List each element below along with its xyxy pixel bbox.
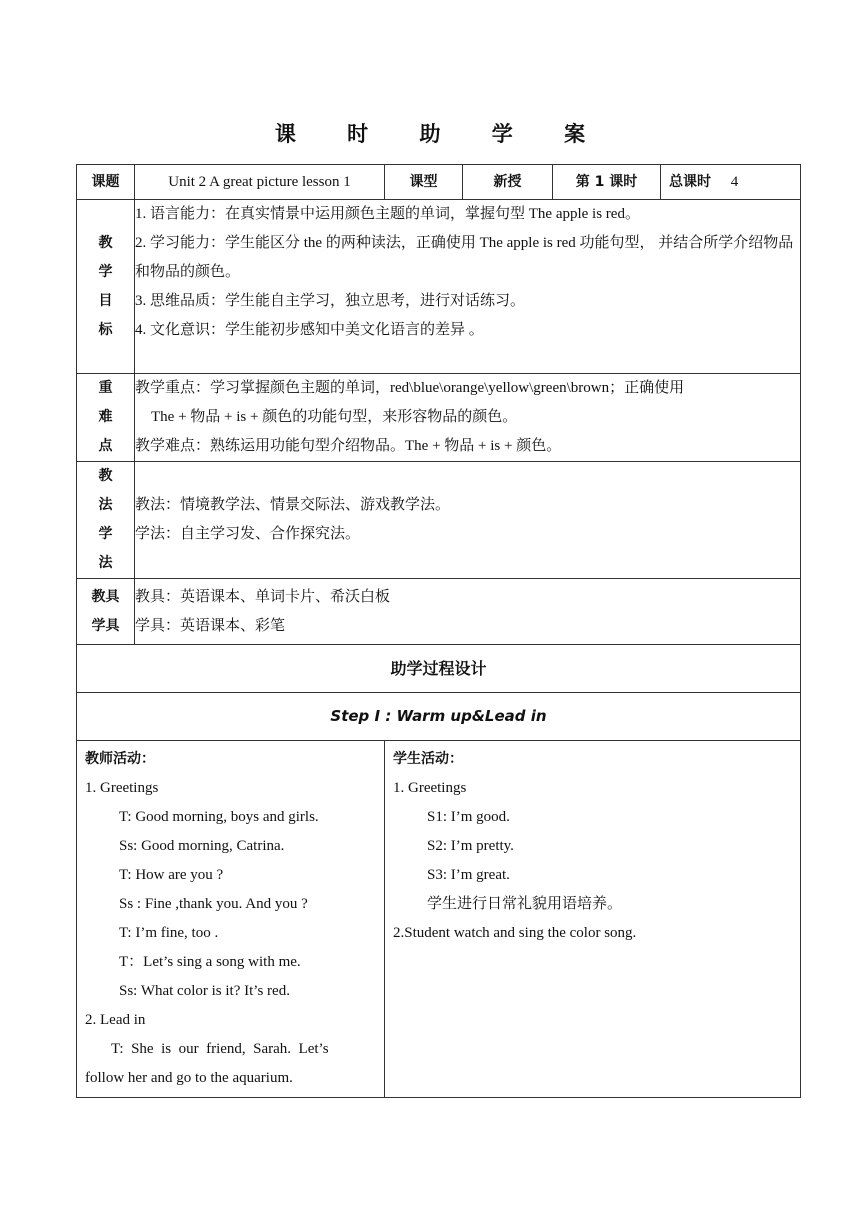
methods-row [77, 462, 801, 579]
difficulty-line: 教学难点：熟练运用功能句型介绍物品。The + 物品 + is + 颜色。 [135, 438, 562, 454]
teacher-line: Ss: Good morning, Catrina. [119, 838, 285, 854]
total-lessons-cell [661, 165, 801, 200]
process-heading-row [77, 645, 801, 693]
type-label: 课型 [385, 165, 463, 200]
teacher-line: 2. Lead in [85, 1012, 146, 1028]
process-heading: 助学过程设计 [77, 645, 801, 693]
objectives-content [135, 200, 801, 374]
tools-label: 教具 学具 [77, 579, 135, 645]
teacher-line: T：Let’s sing a song with me. [119, 954, 301, 970]
teacher-line: Ss: What color is it? It’s red. [119, 983, 290, 999]
key-point-line: The + 物品 + is + 颜色的功能句型，来形容物品的颜色。 [151, 409, 518, 425]
teacher-line: 1. Greetings [85, 780, 159, 796]
total-lessons-value: 4 [730, 173, 739, 190]
key-point-line: 教学重点：学习掌握颜色主题的单词，red\blue\orange\yellow\green\brown；正确使用 [135, 380, 685, 396]
activities-row [77, 741, 801, 1098]
objective-item: 1. 语言能力：在真实情景中运用颜色主题的单词，掌握句型 The apple is red。 [135, 206, 640, 222]
teaching-method: 教法：情境教学法、情景交际法、游戏教学法。 [135, 497, 451, 513]
step-heading-row [77, 693, 801, 741]
objective-item: 3. 思维品质：学生能自主学习，独立思考，进行对话练习。 [135, 293, 526, 309]
student-line: 学生进行日常礼貌用语培养。 [427, 896, 623, 912]
teacher-line: T: She is our friend, Sarah. Let’s [111, 1041, 329, 1057]
student-line: S2: I’m pretty. [427, 838, 514, 854]
tools-content [135, 579, 801, 645]
teacher-activities-heading: 教师活动： [85, 751, 155, 767]
teacher-activities [77, 741, 385, 1098]
lesson-number: 第 1 课时 [553, 165, 661, 200]
key-points-label: 重 难 点 [77, 374, 135, 462]
header-row [77, 165, 801, 200]
tools-row [77, 579, 801, 645]
student-line: S3: I’m great. [427, 867, 510, 883]
student-activities [385, 741, 801, 1098]
key-points-row [77, 374, 801, 462]
teacher-line: T: How are you ? [119, 867, 224, 883]
topic-value: Unit 2 A great picture lesson 1 [135, 165, 385, 200]
objective-item: 4. 文化意识：学生能初步感知中美文化语言的差异 。 [135, 322, 484, 338]
objectives-label: 教 学 目 标 [77, 200, 135, 374]
page-title: 课 时 助 学 案 [274, 122, 608, 146]
key-points-content [135, 374, 801, 462]
total-lessons-label: 总课时 [669, 173, 711, 190]
student-line: 2.Student watch and sing the color song. [393, 925, 637, 941]
step-heading: Step I : Warm up&Lead in [77, 693, 801, 741]
teacher-line: T: I’m fine, too . [119, 925, 219, 941]
topic-label: 课题 [77, 165, 135, 200]
student-activities-heading: 学生活动： [393, 751, 463, 767]
methods-content [135, 462, 801, 579]
student-line: 1. Greetings [393, 780, 467, 796]
type-value: 新授 [463, 165, 553, 200]
objective-item: 2. 学习能力：学生能区分 the 的两种读法，正确使用 The apple is red 功能句型， 并结合所学介绍物品和物品的颜色。 [135, 235, 794, 280]
teacher-line: Ss : Fine ,thank you. And you ? [119, 896, 308, 912]
objectives-row [77, 200, 801, 374]
teaching-tools: 教具：英语课本、单词卡片、希沃白板 [135, 588, 391, 605]
learning-method: 学法：自主学习发、合作探究法。 [135, 526, 361, 542]
learning-tools: 学具：英语课本、彩笔 [135, 617, 286, 634]
student-line: S1: I’m good. [427, 809, 510, 825]
teacher-line: follow her and go to the aquarium. [85, 1070, 293, 1086]
methods-label: 教 法 学 法 [77, 462, 135, 579]
teacher-line: T: Good morning, boys and girls. [119, 809, 319, 825]
lesson-plan-table [76, 164, 801, 1098]
